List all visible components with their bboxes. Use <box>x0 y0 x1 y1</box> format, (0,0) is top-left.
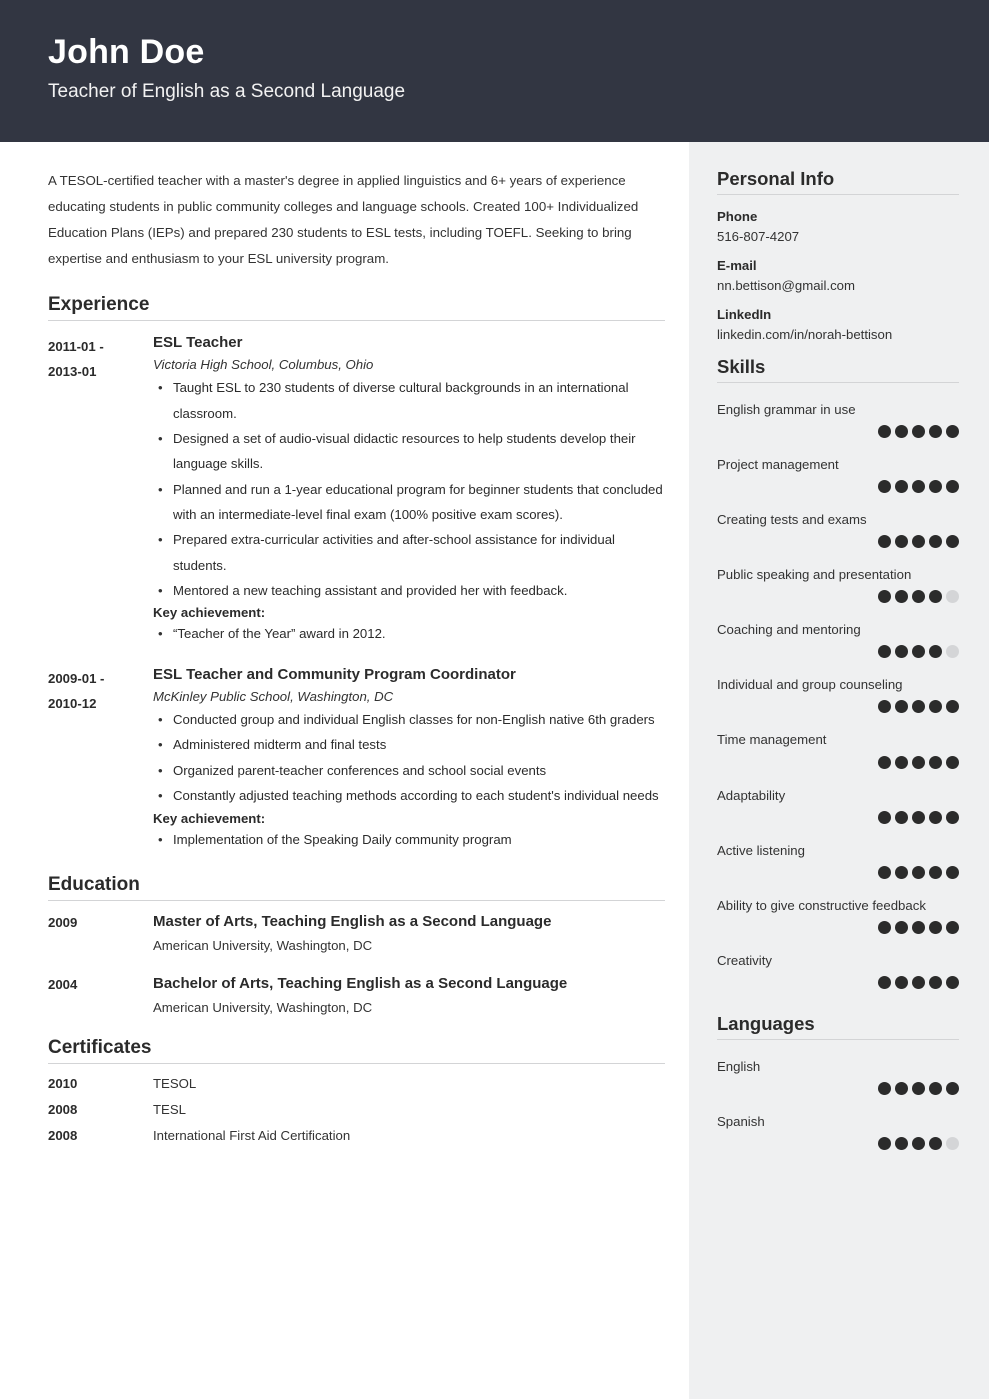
key-achievement-bullets <box>153 621 665 646</box>
language-name: English <box>717 1058 761 1074</box>
language-name: Spanish <box>717 1113 765 1129</box>
sidebar-divider <box>717 194 959 195</box>
rating-dot <box>878 480 891 493</box>
language-rating <box>717 1082 959 1099</box>
rating-dot <box>878 976 891 989</box>
rating-dot <box>878 921 891 934</box>
language-item <box>717 1054 959 1099</box>
skill-name: Creativity <box>717 952 772 968</box>
rating-dot <box>878 866 891 879</box>
rating-dot <box>895 921 908 934</box>
key-achievement-label: Key achievement: <box>153 810 266 826</box>
professional-summary: A TESOL-certified teacher with a master's degree in applied linguistics and 6+ years of experience educating students in public community colleges and language schools. Created 100+ Individualized Education Plans (IEPs) and prepared 230 students to ESL tests, including TOEFL. Seeking to bring expertise and enthusiasm to your ESL university program. <box>48 173 639 266</box>
language-item <box>717 1109 959 1154</box>
key-achievement-bullet: • “Teacher of the Year” award in 2012. <box>171 621 665 646</box>
sidebar-title-personal-info: Personal Info <box>717 168 835 189</box>
candidate-name: John Doe <box>48 33 205 71</box>
experience-list <box>48 333 665 854</box>
sidebar-divider <box>717 382 959 383</box>
spacer <box>48 651 665 665</box>
rating-dot <box>895 480 908 493</box>
skill-rating <box>717 811 959 828</box>
education-degree: Master of Arts, Teaching English as a Second Language <box>153 912 552 930</box>
experience-bullet: • Constantly adjusted teaching methods according to each student's individual needs <box>171 783 665 808</box>
experience-bullets <box>153 707 665 808</box>
rating-dot <box>929 756 942 769</box>
rating-dot <box>946 866 959 879</box>
personal-info-value: nn.bettison@gmail.com <box>717 278 855 293</box>
skill-name: Public speaking and presentation <box>717 567 912 583</box>
rating-dot <box>946 811 959 824</box>
rating-dot <box>878 535 891 548</box>
rating-dot <box>912 1137 925 1150</box>
sidebar-title-skills: Skills <box>717 356 766 377</box>
main-column <box>0 142 689 1399</box>
experience-dates: 2011-01 - 2013-01 <box>48 338 104 379</box>
rating-dot <box>895 535 908 548</box>
rating-dot <box>946 976 959 989</box>
rating-dot <box>912 866 925 879</box>
rating-dot <box>912 590 925 603</box>
skill-item <box>717 562 959 607</box>
education-content <box>153 975 567 1015</box>
rating-dot <box>929 425 942 438</box>
personal-info-list <box>717 209 959 342</box>
rating-dot <box>929 480 942 493</box>
rating-dot <box>929 590 942 603</box>
skill-name: Adaptability <box>717 787 786 803</box>
rating-dot <box>946 535 959 548</box>
rating-dot <box>895 1137 908 1150</box>
skill-item <box>717 452 959 497</box>
certificate-row <box>48 1076 665 1091</box>
language-rating <box>717 1137 959 1154</box>
rating-dot <box>895 811 908 824</box>
education-school: American University, Washington, DC <box>153 999 373 1015</box>
rating-dot <box>929 1082 942 1095</box>
rating-dot <box>878 425 891 438</box>
experience-bullet: • Taught ESL to 230 students of diverse cultural backgrounds in an international classroom. <box>171 375 665 426</box>
rating-dot <box>878 1082 891 1095</box>
key-achievement-label: Key achievement: <box>153 605 266 621</box>
personal-info-label: Phone <box>717 209 758 224</box>
resume-header <box>0 0 989 142</box>
rating-dot <box>912 535 925 548</box>
key-achievement-bullets <box>153 827 665 852</box>
rating-dot <box>946 1137 959 1150</box>
rating-dot <box>912 700 925 713</box>
experience-bullet: • Organized parent-teacher conferences and school social events <box>171 758 665 783</box>
rating-dot <box>929 976 942 989</box>
rating-dot <box>878 590 891 603</box>
experience-bullet: • Prepared extra-curricular activities and after-school assistance for individual students. <box>171 527 665 578</box>
languages-list <box>717 1054 959 1154</box>
section-divider <box>48 1063 665 1064</box>
rating-dot <box>929 866 942 879</box>
education-school: American University, Washington, DC <box>153 937 373 953</box>
rating-dot <box>895 976 908 989</box>
rating-dot <box>946 700 959 713</box>
skill-rating <box>717 590 959 607</box>
experience-bullet: • Conducted group and individual English classes for non-English native 6th graders <box>171 707 665 732</box>
experience-dates: 2009-01 - 2010-12 <box>48 670 105 711</box>
skill-name: Creating tests and exams <box>717 512 867 528</box>
skill-rating <box>717 535 959 552</box>
skill-item <box>717 783 959 828</box>
rating-dot <box>895 590 908 603</box>
experience-bullets <box>153 375 665 603</box>
skill-rating <box>717 976 959 993</box>
certificate-name: TESOL <box>153 1075 197 1091</box>
experience-content <box>153 665 665 854</box>
skill-name: Ability to give constructive feedback <box>717 897 926 913</box>
rating-dot <box>912 756 925 769</box>
skill-item <box>717 617 959 662</box>
rating-dot <box>946 1082 959 1095</box>
experience-bullet: • Planned and run a 1-year educational program for beginner students that concluded with an intermediate-level final exam (100% positive exam scores). <box>171 477 665 528</box>
skill-rating <box>717 756 959 773</box>
skill-item <box>717 397 959 442</box>
skill-rating <box>717 425 959 442</box>
key-achievement-bullet: • Implementation of the Speaking Daily community program <box>171 827 665 852</box>
rating-dot <box>929 645 942 658</box>
education-degree: Bachelor of Arts, Teaching English as a Second Language <box>153 974 568 992</box>
rating-dot <box>878 645 891 658</box>
rating-dot <box>946 480 959 493</box>
skill-name: Time management <box>717 732 827 748</box>
experience-role: ESL Teacher and Community Program Coordinator <box>153 665 516 683</box>
rating-dot <box>929 535 942 548</box>
rating-dot <box>912 976 925 989</box>
personal-info-value: linkedin.com/in/norah-bettison <box>717 327 893 342</box>
skill-rating <box>717 645 959 662</box>
skill-rating <box>717 866 959 883</box>
skills-list <box>717 397 959 993</box>
experience-bullet: • Mentored a new teaching assistant and provided her with feedback. <box>171 578 665 603</box>
rating-dot <box>912 425 925 438</box>
rating-dot <box>929 1137 942 1150</box>
rating-dot <box>946 756 959 769</box>
rating-dot <box>946 921 959 934</box>
skill-name: Individual and group counseling <box>717 677 903 693</box>
sidebar-title-languages: Languages <box>717 1012 815 1034</box>
personal-info-value: 516-807-4207 <box>717 229 800 244</box>
rating-dot <box>878 1137 891 1150</box>
experience-organization: McKinley Public School, Washington, DC <box>153 689 394 705</box>
rating-dot <box>912 1082 925 1095</box>
section-title-certificates: Certificates <box>48 1036 152 1058</box>
rating-dot <box>878 700 891 713</box>
section-title-education: Education <box>48 873 140 895</box>
certificate-name: TESL <box>153 1101 186 1117</box>
skill-rating <box>717 700 959 717</box>
education-list <box>48 913 665 1015</box>
certificate-row <box>48 1128 665 1143</box>
skill-rating <box>717 921 959 938</box>
rating-dot <box>912 645 925 658</box>
rating-dot <box>895 1082 908 1095</box>
experience-bullet: • Administered midterm and final tests <box>171 732 665 757</box>
rating-dot <box>929 811 942 824</box>
rating-dot <box>912 480 925 493</box>
skill-item <box>717 948 959 993</box>
rating-dot <box>929 921 942 934</box>
experience-role: ESL Teacher <box>153 333 243 351</box>
experience-entry <box>48 665 665 854</box>
education-content <box>153 913 551 953</box>
section-divider <box>48 900 665 901</box>
sidebar <box>689 142 989 1399</box>
skill-name: Active listening <box>717 842 805 858</box>
skill-item <box>717 727 959 772</box>
resume-body <box>0 142 989 1399</box>
experience-organization: Victoria High School, Columbus, Ohio <box>153 357 374 373</box>
personal-info-label: LinkedIn <box>717 307 772 322</box>
certificates-list <box>48 1076 665 1143</box>
skill-item <box>717 672 959 717</box>
skill-name: English grammar in use <box>717 402 856 417</box>
rating-dot <box>895 425 908 438</box>
skill-rating <box>717 480 959 497</box>
experience-bullet: • Designed a set of audio-visual didactic resources to help students develop their language skills. <box>171 426 665 477</box>
experience-content <box>153 333 665 649</box>
skill-item <box>717 893 959 938</box>
certificate-row <box>48 1102 665 1117</box>
education-entry <box>48 913 665 953</box>
skill-item <box>717 507 959 552</box>
rating-dot <box>946 645 959 658</box>
rating-dot <box>878 811 891 824</box>
rating-dot <box>878 756 891 769</box>
rating-dot <box>895 700 908 713</box>
education-entry <box>48 975 665 1015</box>
rating-dot <box>895 756 908 769</box>
candidate-job-title: Teacher of English as a Second Language <box>48 81 406 103</box>
section-title-experience: Experience <box>48 293 150 315</box>
certificate-name: International First Aid Certification <box>153 1127 351 1143</box>
rating-dot <box>895 866 908 879</box>
skill-name: Project management <box>717 457 839 473</box>
skill-item <box>717 838 959 883</box>
skill-name: Coaching and mentoring <box>717 622 861 638</box>
rating-dot <box>929 700 942 713</box>
rating-dot <box>946 590 959 603</box>
certificate-date: 2008 <box>48 1101 78 1117</box>
certificate-date: 2008 <box>48 1127 78 1143</box>
education-date: 2004 <box>48 976 78 992</box>
experience-entry <box>48 333 665 649</box>
rating-dot <box>895 645 908 658</box>
rating-dot <box>912 921 925 934</box>
rating-dot <box>912 811 925 824</box>
sidebar-divider <box>717 1039 959 1040</box>
certificate-date: 2010 <box>48 1075 78 1091</box>
rating-dot <box>946 425 959 438</box>
personal-info-label: E-mail <box>717 258 757 273</box>
section-divider <box>48 320 665 321</box>
education-date: 2009 <box>48 914 78 930</box>
